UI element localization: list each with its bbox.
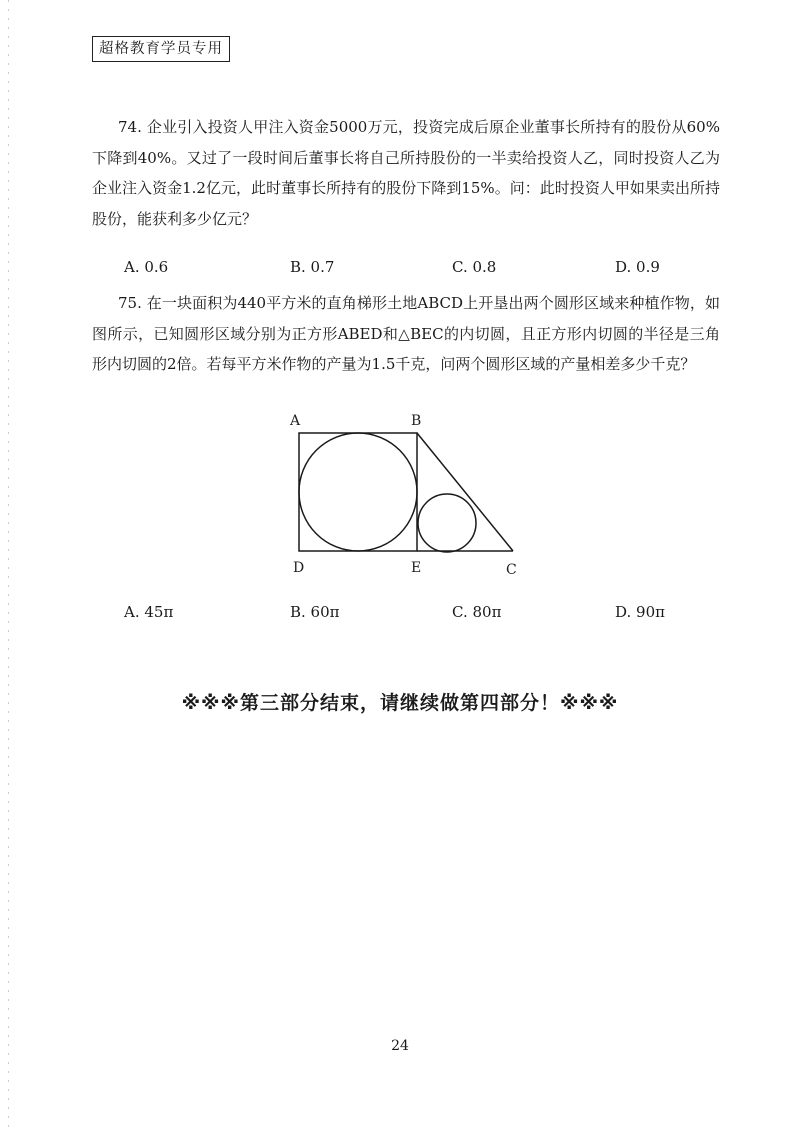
option-a: A. 0.6 (124, 258, 169, 276)
side-bc (417, 433, 513, 551)
question-75 (92, 288, 720, 380)
option-a: A. 45π (124, 603, 174, 621)
option-b: B. 60π (290, 603, 340, 621)
label-e: E (411, 560, 422, 576)
small-inscribed-circle (418, 494, 476, 552)
question-text: 在一块面积为440平方米的直角梯形土地ABCD上开垦出两个圆形区域来种植作物，如图所示，已知圆形区域分别为正方形ABED和△BEC的内切圆，且正方形内切圆的半径是三角形内切圆的2倍。若每平方米作物的产量为1.5千克，问两个圆形区域的产量相差多少千克？ (92, 294, 720, 373)
label-a: A (290, 413, 301, 429)
trapezoid-diagram (280, 410, 530, 585)
option-d: D. 90π (615, 603, 665, 621)
question-number: 75. (118, 294, 142, 312)
page-number: 24 (391, 1038, 409, 1054)
option-d: D. 0.9 (615, 258, 660, 276)
section-end-note: ※※※第三部分结束，请继续做第四部分！※※※ (181, 692, 619, 714)
option-c: C. 0.8 (452, 258, 497, 276)
option-c: C. 80π (452, 603, 502, 621)
large-inscribed-circle (299, 433, 417, 551)
label-c: C (506, 562, 517, 578)
question-74 (92, 112, 720, 234)
question-text: 企业引入投资人甲注入资金5000万元，投资完成后原企业董事长所持有的股份从60%下降到40%。又过了一段时间后董事长将自己所持股份的一半卖给投资人乙，同时投资人乙为企业注入资金1.2亿元，此时董事长所持有的股份下降到15%。问：此时投资人甲如果卖出所持股份，能获利多少亿元？ (92, 118, 720, 228)
label-d: D (293, 560, 305, 576)
option-b: B. 0.7 (290, 258, 335, 276)
question-number: 74. (118, 118, 142, 136)
trapezoid-figure (280, 410, 530, 585)
label-b: B (411, 413, 422, 429)
scan-edge-marks (8, 0, 9, 1128)
header-stamp: 超格教育学员专用 (92, 36, 230, 62)
